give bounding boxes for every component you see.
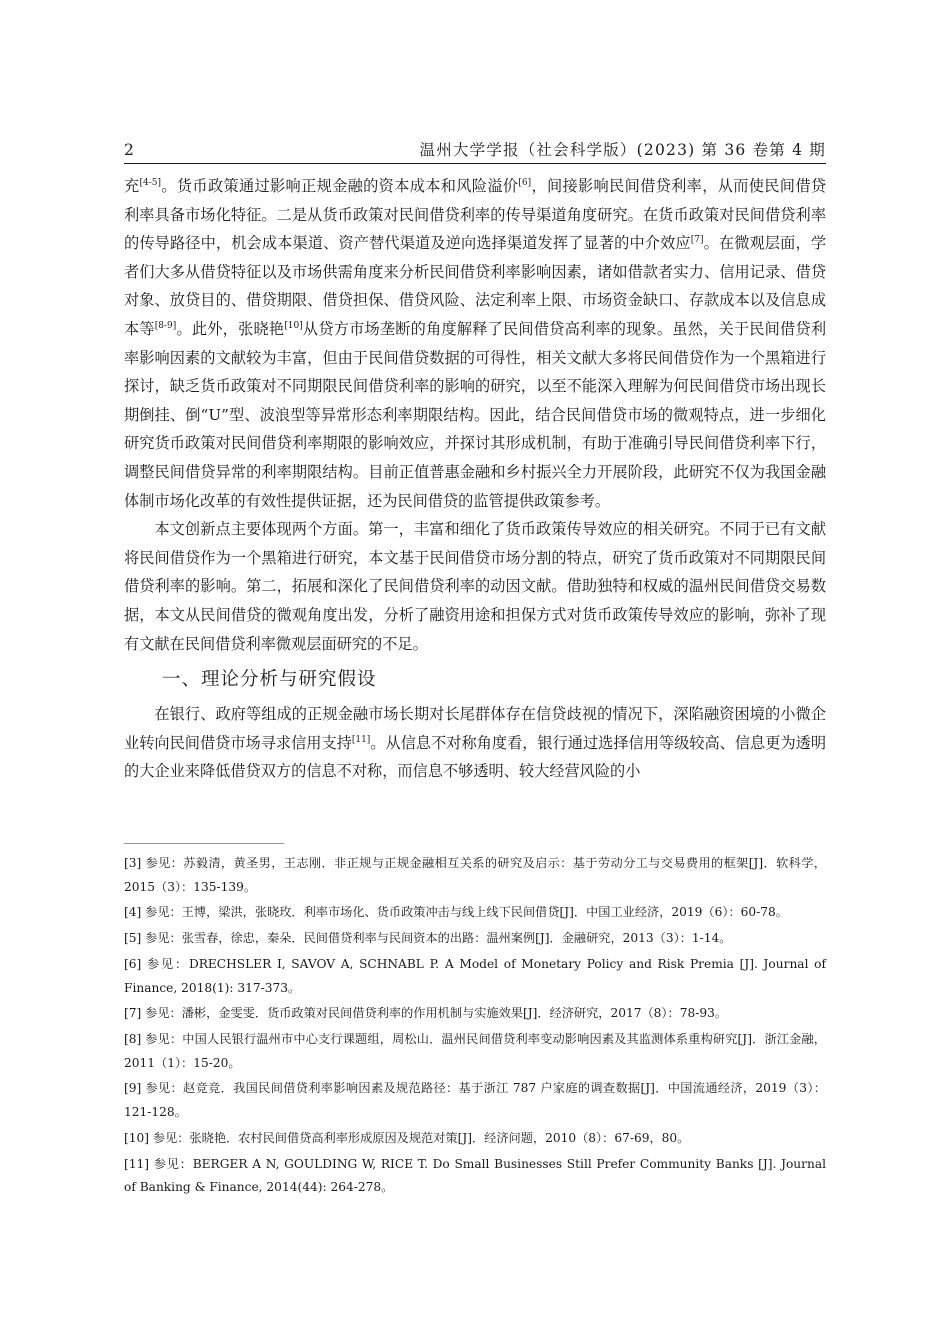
section-heading: 一、理论分析与研究假设 [162, 669, 377, 691]
p3-text-2: 。从信息不对称角度看，银行通过选择信用等级较高、信息更为透明的大企业来降低借贷双方的信息不对称，而信息不够透明、较大经营风险的小 [124, 733, 827, 781]
paragraph-3 [124, 700, 826, 786]
footnote-4: [4] 参见：王博，梁洪，张晓玫．利率市场化、货币政策冲击与线上线下民间借贷[J]．中国工业经济，2019（6）：60-78。 [124, 905, 788, 920]
citation-6: [6] [518, 178, 532, 188]
footnote-6: [6] 参见：DRECHSLER I, SAVOV A, SCHNABL P. A Model of Monetary Policy and Risk Premia [J]. Journal of Finance, 2018(1): 317-373。 [124, 956, 826, 995]
footnote-8: [8] 参见：中国人民银行温州市中心支行课题组，周松山．温州民间借贷利率变动影响因素及其监测体系重构研究[J]．浙江金融，2011（1）：15-20。 [124, 1032, 826, 1070]
footnote-7: [7] 参见：潘彬，金雯雯．货币政策对民间借贷利率的作用机制与实施效果[J]．经济研究，2017（8）：78-93。 [124, 1006, 728, 1021]
running-header [124, 138, 826, 164]
citation-4-5: [4-5] [139, 178, 162, 188]
citation-10: [10] [284, 320, 303, 331]
footnote-9: [9] 参见：赵竞竞．我国民间借贷利率影响因素及规范路径：基于浙江 787 户家庭的调查数据[J]．中国流通经济，2019（3）：121-128。 [124, 1081, 826, 1120]
footnote-3: [3] 参见：苏毅清，黄圣男，王志刚．非正规与正规金融相互关系的研究及启示：基于劳动分工与交易费用的框架[J]．软科学，2015（3）：135-139。 [124, 856, 826, 894]
citation-11: [11] [351, 734, 371, 745]
citation-8-9: [8-9] [154, 320, 177, 331]
p3-text-1: 在银行、政府等组成的正规金融市场长期对长尾群体存在信贷歧视的情况下，深陷融资困境的小微企业转向民间借贷市场寻求信用支持 [124, 705, 826, 752]
footnote-11: [11] 参见：BERGER A N, GOULDING W, RICE T. Do Small Businesses Still Prefer Community Banks [J]. Journal of Banking & Finance, 2014(44): 264-278。 [124, 1156, 826, 1195]
p1-text-2: 。货币政策通过影响正规金融的资本成本和风险溢价 [161, 177, 519, 195]
footnote-10: [10] 参见：张晓艳．农村民间借贷高利率形成原因及规范对策[J]．经济问题，2010（8）：67-69，80。 [124, 1130, 690, 1145]
p1-text-5: 。此外，张晓艳 [176, 319, 285, 338]
main-text [124, 172, 826, 786]
paragraph-2: 本文创新点主要体现两个方面。第一，丰富和细化了货币政策传导效应的相关研究。不同于已有文献将民间借贷作为一个黑箱进行研究，本文基于民间借贷市场分割的特点，研究了货币政策对不同期限民间借贷利率的影响。第二，拓展和深化了民间借贷利率的动因文献。借助独特和权威的温州民间借贷交易数据，本文从民间借贷的微观角度出发，分析了融资用途和担保方式对货币政策传导效应的影响，弥补了现有文献在民间借贷利率微观层面研究的不足。 [124, 520, 826, 653]
footnote-5: [5] 参见：张雪春，徐忠，秦朵．民间借贷利率与民间资本的出路：温州案例[J]．金融研究，2013（3）：1-14。 [124, 931, 732, 946]
footnotes [124, 852, 826, 1202]
page-number: 2 [124, 141, 134, 159]
journal-title: 温州大学学报（社会科学版）(2023) 第 36 卷第 4 期 [419, 141, 826, 159]
p1-text-4: 。在微观层面，学者们大多从借贷特征以及市场供需角度来分析民间借贷利率影响因素，诸如借款者实力、信用记录、借贷对象、放贷目的、借贷期限、借贷担保、借贷风险、法定利率上限、市场资金缺口、存款成本以及信息成本等 [124, 234, 827, 338]
footnote-divider [124, 843, 284, 844]
p1-text-6: 从贷方市场垄断的角度解释了民间借贷高利率的现象。虽然，关于民间借贷利率影响因素的文献较为丰富，但由于民间借贷数据的可得性，相关文献大多将民间借贷作为一个黑箱进行探讨，缺乏货币政策对不同期限民间借贷利率的影响的研究，以至不能深入理解为何民间借贷市场出现长期倒挂、倒“U”型、波浪型等异常形态利率期限结构。因此，结合民间借贷市场的微观特点，进一步细化研究货币政策对民间借贷利率期限的影响效应，并探讨其形成机制，有助于准确引导民间借贷利率下行，调整民间借贷异常的利率期限结构。目前正值普惠金融和乡村振兴全力开展阶段，此研究不仅为我国金融体制市场化改革的有效性提供证据，还为民间借贷的监管提供政策参考。 [124, 319, 826, 510]
citation-7: [7] [690, 235, 704, 246]
p1-text-1: 充 [124, 177, 140, 195]
paragraph-1 [124, 172, 826, 515]
p1-text-3: ，间接影响民间借贷利率，从而使民间借贷利率具备市场化特征。二是从货币政策对民间借贷利率的传导渠道角度研究。在货币政策对民间借贷利率的传导路径中，机会成本渠道、资产替代渠道及逆向选择渠道发挥了显著的中介效应 [124, 177, 827, 253]
